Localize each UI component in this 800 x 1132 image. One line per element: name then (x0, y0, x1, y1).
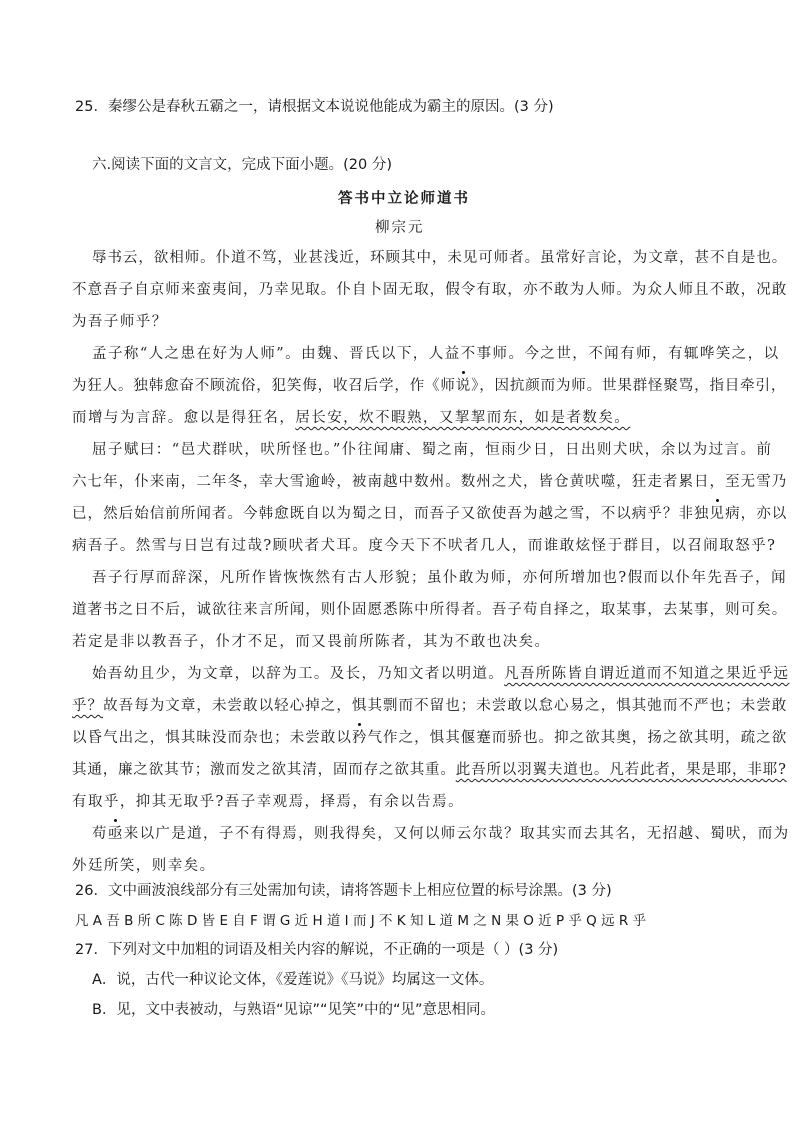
paragraph-2-line-2 (72, 376, 786, 396)
paragraph-5-line-3 (72, 728, 787, 748)
text-segment: 为狂人。独韩愈奋不顾流俗，犯笑侮，收召后学，作《师 (72, 378, 456, 394)
section-6-heading: 六.阅读下面的文言文，完成下面小题。(20 分) (92, 157, 392, 173)
paragraph-2-line-3 (72, 408, 630, 428)
paragraph-6-line-2: 外廷所笑，则幸矣。 (72, 858, 216, 874)
question-25: 25．秦缪公是春秋五霸之一，请根据文本说说他能成为霸主的原因。(3 分) (75, 99, 554, 115)
text-segment: 来以广是道，子不有得焉，则我得矣，又何以师云尔哉？取其实而去其名，无招越、蜀吠，而为 (123, 826, 790, 842)
paragraph-3-line-4: 病吾子。然雪与日岂有过哉?顾吠者犬耳。度今天下不吠者几人，而谁敢炫怪于群目，以召闹取怒乎? (72, 538, 777, 554)
question-27-option-a: A．说，古代一种议论文体，《爱莲说》《马说》均属这一文体。 (92, 972, 494, 988)
question-26: 26．文中画波浪线部分有三处需加句读，请将答题卡上相应位置的标号涂黑。(3 分) (75, 883, 612, 899)
paragraph-5-line-1 (92, 664, 789, 684)
text-segment: 》，因抗颜而为师。世果群怪聚骂，指目牵引， (471, 378, 787, 394)
text-segment: 故吾每为文章，未尝敢以轻心掉之，惧其剽而不留也；未尝敢以怠心易之，惧其弛而不严也；未尝敢 (103, 698, 788, 714)
paragraph-1-line-1: 辱书云，欲相师。仆道不笃，业甚浅近，环顾其中，未见可师者。虽常好言论，为文章，甚不自是也。 (92, 250, 788, 266)
question-27: 27．下列对文中加粗的词语及相关内容的解说，不正确的一项是（ ）(3 分) (75, 942, 559, 958)
bold-dotted-word: 亟 (107, 826, 124, 842)
text-segment: 苟 (92, 826, 108, 842)
bold-dotted-word: 说 (455, 378, 472, 394)
bold-dotted-word: 见 (709, 506, 726, 522)
essay-author: 柳宗元 (375, 220, 425, 236)
paragraph-5-line-4 (72, 760, 787, 780)
text-segment: 而增与为言辞。愈以是得狂名， (72, 410, 296, 426)
paragraph-4-line-1: 吾子行厚而辞深，凡所作皆恢恢然有古人形貌；虽仆敢为师，亦何所增加也?假而以仆年先吾子，闻 (92, 570, 788, 586)
paragraph-3-line-1: 屈子赋曰：“邑犬群吠，吠所怪也。”仆往闻庸、蜀之南，恒雨少日，日出则犬吠，余以为过言。前 (92, 442, 773, 458)
paragraph-1-line-3: 为吾子师乎？ (72, 314, 168, 330)
question-26-options: 凡 A 吾 B 所 C 陈 D 皆 E 自 F 谓 G 近 H 道 I 而 J 不 K 知 L 道 M 之 N 果 O 近 P 乎 Q 远 R 乎 (75, 913, 647, 929)
paragraph-2-line-1: 孟子称“人之患在好为人师”。由魏、晋氏以下，人益不事师。今之世，不闻有师，有辄哗笑之，以 (92, 346, 780, 362)
wavy-underlined-text: 居长安，炊不暇熟，又挈挈而东，如是者数矣。 (295, 410, 631, 426)
paragraph-3-line-2: 六七年，仆来南，二年冬，幸大雪逾岭，被南越中数州。数州之犬，皆仓黄吠噬，狂走者累日，至无雪乃 (72, 474, 788, 490)
text-segment: 已，然后始信前所闻者。今韩愈既自以为蜀之日，而吾子又欲使吾为越之雪，不以病乎？非独 (72, 506, 710, 522)
paragraph-3-line-3 (72, 504, 787, 524)
text-segment: 始吾幼且少，为文章，以辞为工。及长，乃知文者以明道。 (92, 666, 505, 682)
wavy-underlined-text: 此吾所以羽翼夫道也。凡若此者，果是耶，非耶? (455, 762, 787, 778)
text-segment: 以昏气出之，惧其昧没而杂也；未尝敢以 (72, 730, 352, 746)
paragraph-5-line-2 (72, 696, 787, 716)
paragraph-4-line-3: 若定是非以教吾子，仆才不足，而又畏前所陈者，其为不敢也决矣。 (72, 634, 551, 650)
question-27-option-b: B．见，文中表被动，与熟语“见谅”“见笑”中的“见”意思相同。 (92, 1002, 496, 1018)
paragraph-6-line-1 (92, 824, 789, 844)
wavy-underlined-text: 凡吾所陈皆自谓近道而不知道之果近乎远 (504, 666, 790, 682)
paragraph-1-line-2: 不意吾子自京师来蛮夷间，乃幸见取。仆自卜固无取，假令有取，亦不敢为人师。为众人师且不敢，况敢 (72, 282, 788, 298)
paragraph-4-line-2: 道著书之日不后，诚欲往来言所闻，则仆固愿悉陈中所得者。吾子苟自择之，取某事，去某事，则可矣。 (72, 602, 788, 618)
wavy-underlined-text: 乎？ (72, 698, 104, 714)
text-segment: 病，亦以 (725, 506, 788, 522)
paragraph-5-line-5: 有取乎，抑其无取乎?吾子幸观焉，择焉，有余以告焉。 (72, 794, 465, 810)
bold-dotted-word: 矜 (351, 730, 368, 746)
text-segment: 其通，廉之欲其节；激而发之欲其清，固而存之欲其重。 (72, 762, 456, 778)
essay-title: 答书中立论师道书 (338, 190, 470, 207)
text-segment: 气作之，惧其偃蹇而骄也。抑之欲其奥，扬之欲其明，疏之欲 (367, 730, 788, 746)
